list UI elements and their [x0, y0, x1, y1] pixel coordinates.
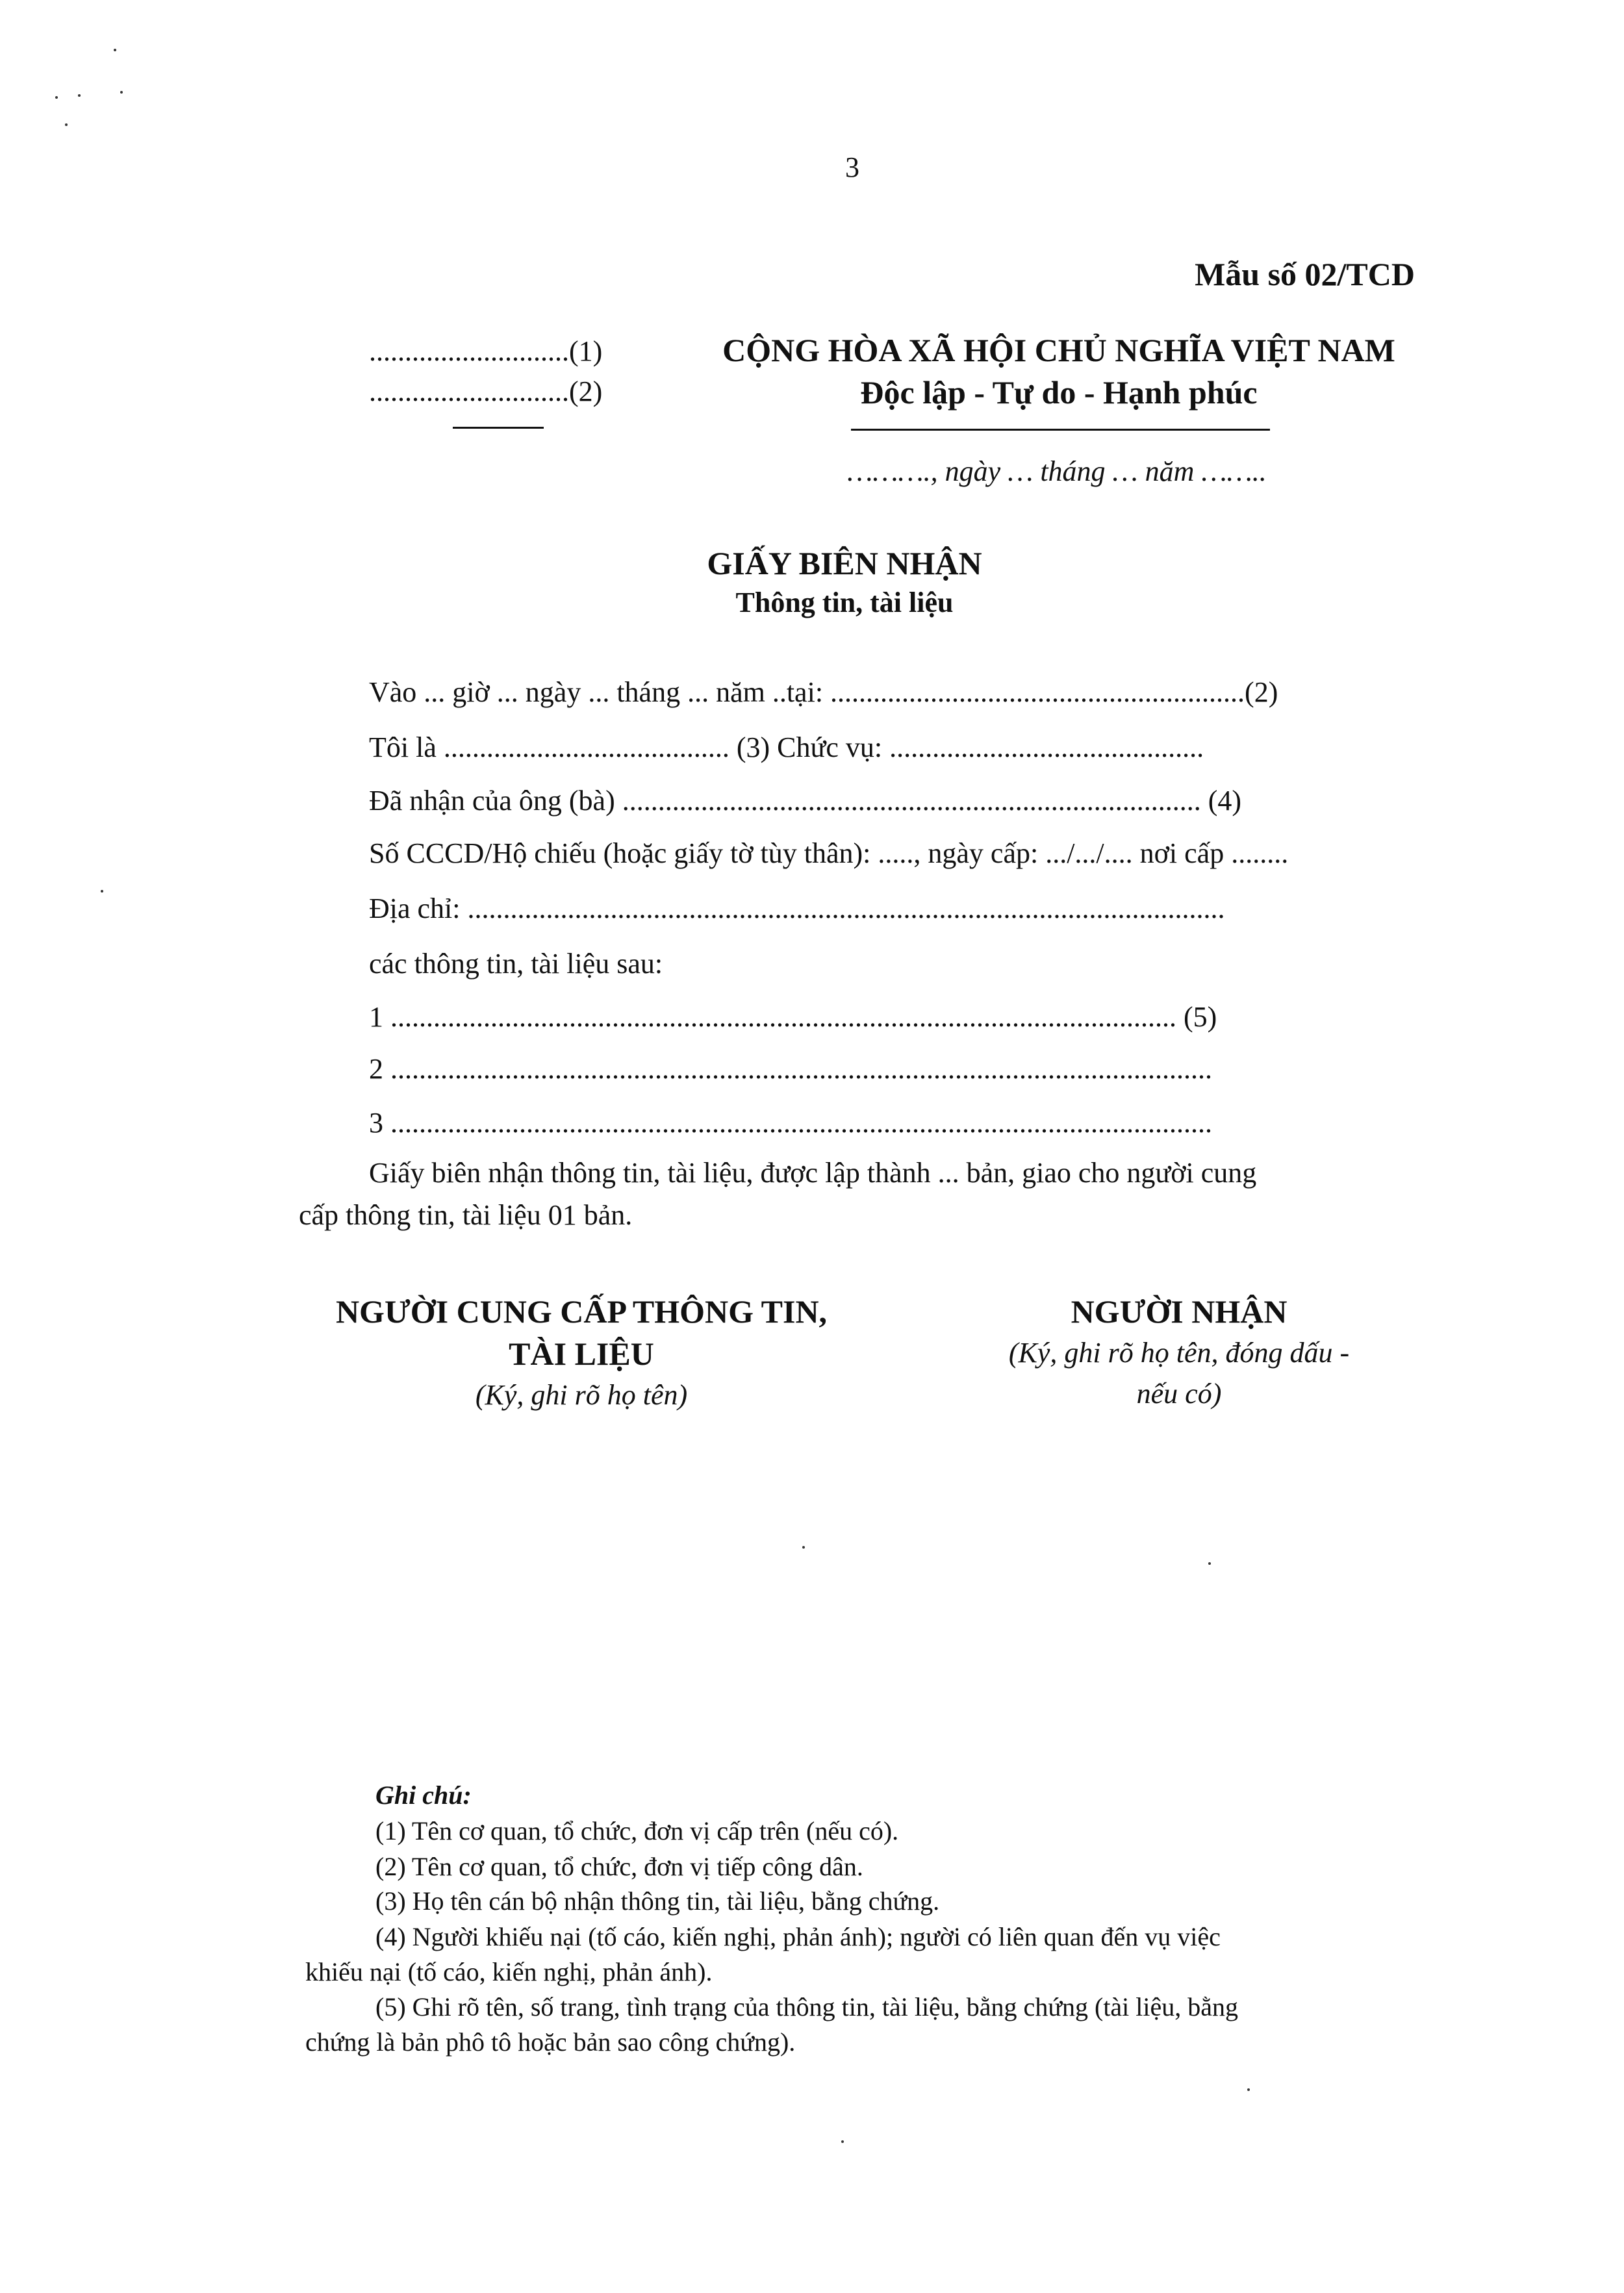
- scan-speck: [1247, 2088, 1250, 2091]
- body-line-documents-intro: các thông tin, tài liệu sau:: [369, 948, 663, 980]
- scan-speck: [841, 2140, 844, 2143]
- org-receiving-field: ............................(2): [369, 375, 603, 407]
- scan-speck: [802, 1546, 805, 1549]
- signature-right-note-2: nếu có): [1136, 1378, 1222, 1410]
- note-item-5-cont: chứng là bản phô tô hoặc bản sao công chứng).: [305, 2027, 796, 2057]
- closing-line-1: Giấy biên nhận thông tin, tài liệu, được lập thành ... bản, giao cho người cung: [369, 1157, 1257, 1189]
- scan-speck: [1208, 1562, 1211, 1565]
- motto-underline: [851, 429, 1270, 431]
- body-line-time-place: Vào ... giờ ... ngày ... tháng ... năm ..tại: ..........................................................(2): [369, 676, 1278, 708]
- scan-speck: [55, 96, 58, 99]
- note-item-2: (2) Tên cơ quan, tổ chức, đơn vị tiếp công dân.: [375, 1852, 863, 1881]
- scan-speck: [120, 91, 123, 94]
- note-item-5: (5) Ghi rõ tên, số trang, tình trạng của thông tin, tài liệu, bằng chứng (tài liệu, bằng: [375, 1992, 1239, 2021]
- note-item-3: (3) Họ tên cán bộ nhận thông tin, tài liệu, bằng chứng.: [375, 1886, 940, 1916]
- document-title: GIẤY BIÊN NHẬN: [707, 545, 982, 581]
- signature-left-title-2: TÀI LIỆU: [509, 1336, 654, 1372]
- signature-left-title: NGƯỜI CUNG CẤP THÔNG TIN,: [335, 1293, 828, 1330]
- signature-right-note: (Ký, ghi rõ họ tên, đóng dấu -: [1008, 1337, 1350, 1369]
- document-item-3: 3 ...................................................................................................................: [369, 1107, 1212, 1139]
- body-line-address: Địa chỉ: ..........................................................................................................: [369, 893, 1225, 924]
- scan-speck: [114, 49, 116, 51]
- country-name: CỘNG HÒA XÃ HỘI CHỦ NGHĨA VIỆT NAM: [722, 332, 1395, 368]
- left-header-underline: [453, 427, 544, 429]
- form-code: Mẫu số 02/TCD: [1195, 256, 1415, 292]
- note-item-4: (4) Người khiếu nại (tố cáo, kiến nghị, phản ánh); người có liên quan đến vụ việc: [375, 1922, 1221, 1951]
- national-motto: Độc lập - Tự do - Hạnh phúc: [860, 374, 1258, 411]
- note-item-4-cont: khiếu nại (tố cáo, kiến nghị, phản ánh).: [305, 1957, 713, 1986]
- page-number: 3: [845, 151, 859, 183]
- note-item-1: (1) Tên cơ quan, tổ chức, đơn vị cấp trên (nếu có).: [375, 1816, 899, 1845]
- signature-left-note: (Ký, ghi rõ họ tên): [475, 1379, 688, 1411]
- signature-right-title: NGƯỜI NHẬN: [1071, 1293, 1288, 1330]
- body-line-id-document: Số CCCD/Hộ chiếu (hoặc giấy tờ tùy thân): ....., ngày cấp: .../.../.... nơi cấp ........: [369, 837, 1289, 869]
- document-item-1: 1 .............................................................................................................. (5): [369, 1001, 1217, 1033]
- org-parent-field: ............................(1): [369, 335, 603, 367]
- closing-line-2: cấp thông tin, tài liệu 01 bản.: [299, 1199, 633, 1231]
- body-line-officer: Tôi là ........................................ (3) Chức vụ: ............................................: [369, 731, 1204, 763]
- scan-speck: [65, 123, 68, 126]
- document-subtitle: Thông tin, tài liệu: [735, 587, 954, 618]
- date-line: ………., ngày … tháng … năm ……..: [847, 455, 1267, 487]
- document-item-2: 2 ...................................................................................................................: [369, 1053, 1212, 1085]
- notes-heading: Ghi chú:: [375, 1780, 472, 1810]
- scan-speck: [101, 890, 103, 893]
- scan-speck: [78, 94, 81, 97]
- body-line-received-from: Đã nhận của ông (bà) ................................................................................. (4): [369, 785, 1242, 817]
